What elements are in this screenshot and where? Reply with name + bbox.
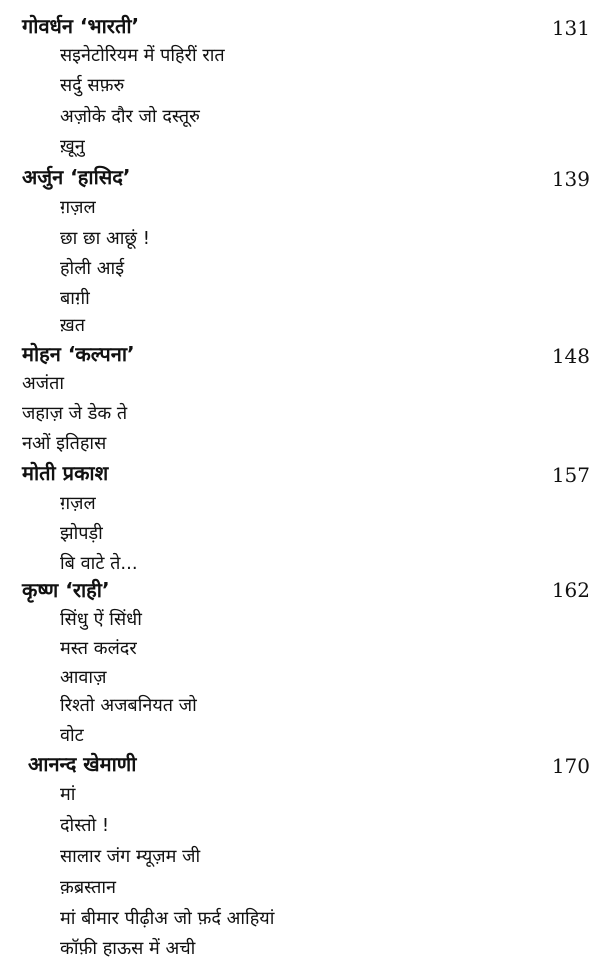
- poem-title: सालार जंग म्यूज़म जी: [60, 846, 201, 867]
- author-name: गोवर्धन ‘भारती’: [22, 14, 140, 38]
- poem-title: अजंता: [22, 373, 65, 394]
- poem-title: दोस्तो !: [60, 815, 110, 836]
- poem-title: झोपड़ी: [60, 523, 103, 544]
- poem-title: जहाज़ जे डेक ते: [22, 403, 128, 424]
- poem-title: मां: [60, 784, 76, 805]
- author-name: अर्जुन ‘हासिद’: [22, 165, 131, 189]
- poem-title: होली आई: [60, 258, 125, 279]
- poem-title: ख़ूनु: [60, 136, 85, 157]
- page-number: 131: [551, 16, 590, 40]
- poem-title: ग़ज़ल: [60, 197, 96, 218]
- poem-title: अज़ोके दौर जो दस्तूरु: [60, 106, 200, 127]
- poem-title: सर्दु सफ़रु: [60, 75, 125, 96]
- poem-title: मस्त कलंदर: [60, 638, 137, 659]
- poem-title: सिंधु ऐं सिंधी: [60, 609, 142, 630]
- page-number: 162: [551, 578, 590, 602]
- poem-title: आवाज़: [60, 667, 107, 688]
- author-name: आनन्द खेमाणी: [28, 752, 137, 776]
- page-number: 139: [551, 167, 590, 191]
- page-number: 148: [551, 344, 590, 368]
- poem-title: ख़त: [60, 315, 85, 336]
- author-name: मोहन ‘कल्पना’: [22, 342, 135, 366]
- author-name: मोती प्रकाश: [22, 461, 109, 485]
- poem-title: बि वाटे ते...: [60, 553, 138, 574]
- poem-title: रिश्तो अजबनियत जो: [60, 695, 197, 716]
- poem-title: कॉफ़ी हाऊस में अची: [60, 938, 196, 959]
- poem-title: मां बीमार पीढ़ीअ जो फ़र्द आहियां: [60, 908, 275, 929]
- poem-title: सइनेटोरियम में पहिरीं रात: [60, 45, 225, 66]
- poem-title: नओं इतिहास: [22, 433, 107, 454]
- poem-title: क़ब्रस्तान: [60, 877, 117, 898]
- poem-title: ग़ज़ल: [60, 493, 96, 514]
- page-number: 170: [551, 754, 590, 778]
- poem-title: वोट: [60, 725, 84, 746]
- page-number: 157: [551, 463, 590, 487]
- author-name: कृष्ण ‘राही’: [22, 578, 110, 602]
- poem-title: बाग़ी: [60, 288, 90, 309]
- poem-title: छा छा आछूं !: [60, 228, 150, 249]
